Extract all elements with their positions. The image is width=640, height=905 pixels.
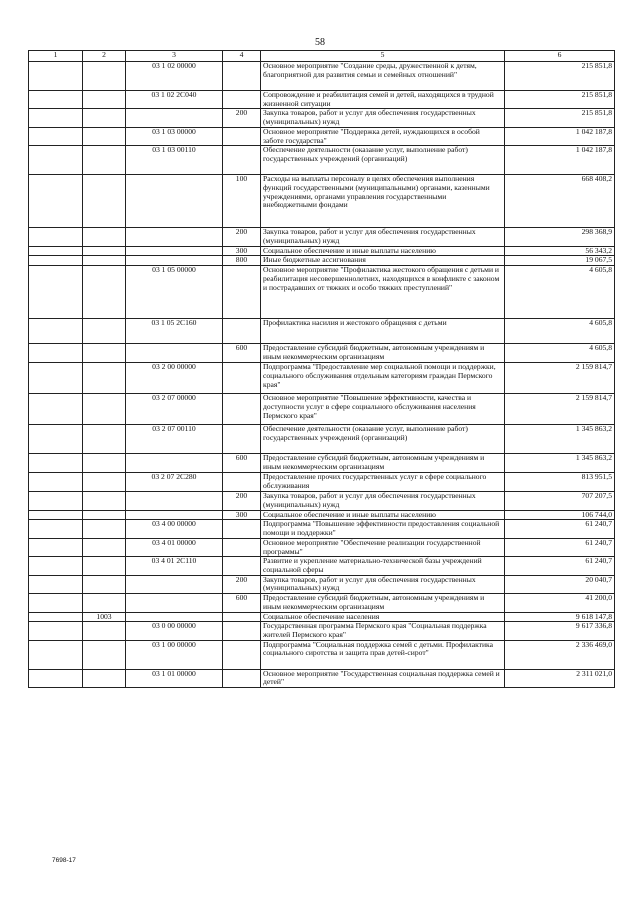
cell-c6: 9 617 336,8 bbox=[505, 622, 615, 640]
table-row bbox=[29, 246, 615, 256]
cell-c2 bbox=[83, 669, 126, 687]
cell-c6: 61 240,7 bbox=[505, 520, 615, 538]
cell-c2 bbox=[83, 363, 126, 394]
table-row bbox=[29, 594, 615, 612]
cell-c1 bbox=[29, 175, 83, 228]
cell-c6: 20 040,7 bbox=[505, 575, 615, 593]
page-number: 58 bbox=[315, 37, 325, 48]
cell-c5: Основное мероприятие "Повышение эффективности, качества и доступности услуг в сфере социального обслуживания населения Пермского края" bbox=[261, 394, 505, 425]
cell-c1 bbox=[29, 520, 83, 538]
cell-c6: 1 042 187,8 bbox=[505, 146, 615, 175]
cell-c6: 56 343,2 bbox=[505, 246, 615, 256]
cell-c2 bbox=[83, 344, 126, 363]
cell-c3 bbox=[126, 575, 223, 593]
cell-c6: 298 368,9 bbox=[505, 228, 615, 246]
cell-c4: 200 bbox=[223, 109, 261, 127]
cell-c1 bbox=[29, 256, 83, 266]
table-body bbox=[29, 62, 615, 688]
cell-c2 bbox=[83, 575, 126, 593]
cell-c2 bbox=[83, 256, 126, 266]
table-row bbox=[29, 557, 615, 575]
cell-c1 bbox=[29, 594, 83, 612]
cell-c6: 61 240,7 bbox=[505, 538, 615, 556]
cell-c4: 600 bbox=[223, 594, 261, 612]
cell-c3 bbox=[126, 109, 223, 127]
cell-c2 bbox=[83, 520, 126, 538]
cell-c5: Государственная программа Пермского края "Социальная поддержка жителей Пермского края" bbox=[261, 622, 505, 640]
cell-c5: Социальное обеспечение населения bbox=[261, 612, 505, 622]
table-row bbox=[29, 62, 615, 91]
cell-c2 bbox=[83, 622, 126, 640]
cell-c4 bbox=[223, 363, 261, 394]
cell-c6: 2 311 021,0 bbox=[505, 669, 615, 687]
cell-c4 bbox=[223, 127, 261, 145]
cell-c1 bbox=[29, 91, 83, 109]
cell-c2 bbox=[83, 91, 126, 109]
cell-c5: Подпрограмма "Социальная поддержка семей с детьми. Профилактика социального сиротства и защита прав детей-сирот" bbox=[261, 640, 505, 669]
cell-c5: Иные бюджетные ассигнования bbox=[261, 256, 505, 266]
cell-c3: 03 2 07 2С280 bbox=[126, 473, 223, 492]
cell-c1 bbox=[29, 454, 83, 473]
cell-c5: Закупка товаров, работ и услуг для обеспечения государственных (муниципальных) нужд bbox=[261, 492, 505, 510]
cell-c6: 2 159 814,7 bbox=[505, 363, 615, 394]
cell-c4: 200 bbox=[223, 228, 261, 246]
table-row bbox=[29, 669, 615, 687]
footer-code: 7698-17 bbox=[52, 857, 76, 864]
cell-c1 bbox=[29, 492, 83, 510]
table-row bbox=[29, 425, 615, 454]
cell-c4 bbox=[223, 62, 261, 91]
cell-c5: Обеспечение деятельности (оказание услуг, выполнение работ) государственных учреждений (организаций) bbox=[261, 425, 505, 454]
cell-c3 bbox=[126, 256, 223, 266]
cell-c6: 4 605,8 bbox=[505, 344, 615, 363]
cell-c3: 03 0 00 00000 bbox=[126, 622, 223, 640]
cell-c4 bbox=[223, 266, 261, 319]
cell-c5: Расходы на выплаты персоналу в целях обеспечения выполнения функций государственными (муниципальными) органами, казенными учреждениями, органами управления государственными внебюджетными фондами bbox=[261, 175, 505, 228]
cell-c2 bbox=[83, 557, 126, 575]
cell-c6: 9 618 147,8 bbox=[505, 612, 615, 622]
cell-c2 bbox=[83, 127, 126, 145]
table-row bbox=[29, 538, 615, 556]
table-row bbox=[29, 640, 615, 669]
cell-c3 bbox=[126, 246, 223, 256]
cell-c5: Социальное обеспечение и иные выплаты населению bbox=[261, 510, 505, 520]
cell-c4: 600 bbox=[223, 454, 261, 473]
header-col-3: 3 bbox=[126, 51, 223, 62]
cell-c1 bbox=[29, 127, 83, 145]
cell-c3: 03 1 00 00000 bbox=[126, 640, 223, 669]
cell-c2 bbox=[83, 266, 126, 319]
cell-c6: 1 042 187,8 bbox=[505, 127, 615, 145]
table-row bbox=[29, 175, 615, 228]
cell-c2 bbox=[83, 492, 126, 510]
cell-c5: Развитие и укрепление материально-технической базы учреждений социальной сферы bbox=[261, 557, 505, 575]
cell-c1 bbox=[29, 62, 83, 91]
cell-c3 bbox=[126, 454, 223, 473]
cell-c4 bbox=[223, 146, 261, 175]
header-col-5: 5 bbox=[261, 51, 505, 62]
table-row bbox=[29, 256, 615, 266]
cell-c2 bbox=[83, 246, 126, 256]
table-row bbox=[29, 575, 615, 593]
cell-c6: 215 851,8 bbox=[505, 62, 615, 91]
table-row bbox=[29, 266, 615, 319]
cell-c4: 800 bbox=[223, 256, 261, 266]
cell-c5: Социальное обеспечение и иные выплаты населению bbox=[261, 246, 505, 256]
cell-c5: Предоставление субсидий бюджетным, автономным учреждениям и иным некоммерческим организациям bbox=[261, 594, 505, 612]
cell-c1 bbox=[29, 228, 83, 246]
cell-c4 bbox=[223, 669, 261, 687]
cell-c1 bbox=[29, 319, 83, 344]
cell-c3: 03 1 01 00000 bbox=[126, 669, 223, 687]
cell-c5: Закупка товаров, работ и услуг для обеспечения государственных (муниципальных) нужд bbox=[261, 228, 505, 246]
cell-c1 bbox=[29, 612, 83, 622]
cell-c2 bbox=[83, 594, 126, 612]
header-col-6: 6 bbox=[505, 51, 615, 62]
cell-c2 bbox=[83, 109, 126, 127]
cell-c3 bbox=[126, 228, 223, 246]
cell-c4 bbox=[223, 473, 261, 492]
cell-c6: 215 851,8 bbox=[505, 109, 615, 127]
cell-c3: 03 1 05 00000 bbox=[126, 266, 223, 319]
cell-c6: 2 336 469,0 bbox=[505, 640, 615, 669]
table-row bbox=[29, 454, 615, 473]
cell-c4 bbox=[223, 612, 261, 622]
table-row bbox=[29, 228, 615, 246]
cell-c4 bbox=[223, 394, 261, 425]
cell-c6: 19 067,5 bbox=[505, 256, 615, 266]
cell-c3: 03 1 05 2С160 bbox=[126, 319, 223, 344]
cell-c2 bbox=[83, 454, 126, 473]
cell-c3 bbox=[126, 510, 223, 520]
cell-c5: Закупка товаров, работ и услуг для обеспечения государственных (муниципальных) нужд bbox=[261, 109, 505, 127]
table-row bbox=[29, 473, 615, 492]
cell-c3: 03 2 07 00110 bbox=[126, 425, 223, 454]
cell-c6: 1 345 863,2 bbox=[505, 454, 615, 473]
header-col-1: 1 bbox=[29, 51, 83, 62]
cell-c6: 106 744,0 bbox=[505, 510, 615, 520]
cell-c1 bbox=[29, 394, 83, 425]
cell-c3 bbox=[126, 612, 223, 622]
cell-c4: 600 bbox=[223, 344, 261, 363]
cell-c6: 2 159 814,7 bbox=[505, 394, 615, 425]
cell-c2 bbox=[83, 62, 126, 91]
cell-c3: 03 2 07 00000 bbox=[126, 394, 223, 425]
table-row bbox=[29, 109, 615, 127]
cell-c5: Предоставление прочих государственных услуг в сфере социального обслуживания bbox=[261, 473, 505, 492]
cell-c5: Предоставление субсидий бюджетным, автономным учреждениям и иным некоммерческим организациям bbox=[261, 454, 505, 473]
cell-c6: 61 240,7 bbox=[505, 557, 615, 575]
budget-table bbox=[28, 50, 615, 688]
cell-c5: Основное мероприятие "Обеспечение реализации государственной программы" bbox=[261, 538, 505, 556]
cell-c3: 03 1 03 00110 bbox=[126, 146, 223, 175]
cell-c3: 03 4 00 00000 bbox=[126, 520, 223, 538]
table-row bbox=[29, 492, 615, 510]
cell-c3: 03 2 00 00000 bbox=[126, 363, 223, 394]
cell-c3: 03 4 01 2С110 bbox=[126, 557, 223, 575]
cell-c2 bbox=[83, 228, 126, 246]
cell-c1 bbox=[29, 575, 83, 593]
cell-c1 bbox=[29, 510, 83, 520]
table-row bbox=[29, 510, 615, 520]
cell-c2 bbox=[83, 538, 126, 556]
cell-c1 bbox=[29, 622, 83, 640]
cell-c5: Профилактика насилия и жестокого обращения с детьми bbox=[261, 319, 505, 344]
cell-c2 bbox=[83, 319, 126, 344]
table-row bbox=[29, 363, 615, 394]
cell-c5: Основное мероприятие "Профилактика жестокого обращения с детьми и реабилитация несовершеннолетних, находящихся в конфликте с законом и пострадавших от тяжких и особо тяжких преступлений" bbox=[261, 266, 505, 319]
cell-c1 bbox=[29, 669, 83, 687]
cell-c4 bbox=[223, 622, 261, 640]
cell-c6: 4 605,8 bbox=[505, 319, 615, 344]
cell-c5: Сопровождение и реабилитация семей и детей, находящихся в трудной жизненной ситуации bbox=[261, 91, 505, 109]
header-row bbox=[29, 51, 615, 62]
table-row bbox=[29, 146, 615, 175]
cell-c1 bbox=[29, 538, 83, 556]
cell-c1 bbox=[29, 425, 83, 454]
cell-c4 bbox=[223, 538, 261, 556]
cell-c4 bbox=[223, 319, 261, 344]
cell-c6: 707 207,5 bbox=[505, 492, 615, 510]
cell-c3 bbox=[126, 175, 223, 228]
cell-c1 bbox=[29, 473, 83, 492]
cell-c1 bbox=[29, 246, 83, 256]
cell-c6: 4 605,8 bbox=[505, 266, 615, 319]
table-row bbox=[29, 622, 615, 640]
table-row bbox=[29, 344, 615, 363]
cell-c3 bbox=[126, 594, 223, 612]
cell-c1 bbox=[29, 146, 83, 175]
cell-c6: 41 200,0 bbox=[505, 594, 615, 612]
cell-c5: Основное мероприятие "Создание среды, дружественной к детям, благоприятной для развития семьи и семейных отношений" bbox=[261, 62, 505, 91]
cell-c1 bbox=[29, 640, 83, 669]
cell-c4 bbox=[223, 425, 261, 454]
cell-c3: 03 4 01 00000 bbox=[126, 538, 223, 556]
cell-c5: Основное мероприятие "Поддержка детей, нуждающихся в особой заботе государства" bbox=[261, 127, 505, 145]
cell-c5: Обеспечение деятельности (оказание услуг, выполнение работ) государственных учреждений (организаций) bbox=[261, 146, 505, 175]
cell-c4 bbox=[223, 640, 261, 669]
cell-c6: 813 951,5 bbox=[505, 473, 615, 492]
cell-c3 bbox=[126, 344, 223, 363]
cell-c1 bbox=[29, 266, 83, 319]
table-row bbox=[29, 127, 615, 145]
cell-c1 bbox=[29, 363, 83, 394]
table-row bbox=[29, 319, 615, 344]
table-row bbox=[29, 520, 615, 538]
cell-c2 bbox=[83, 640, 126, 669]
cell-c2: 1003 bbox=[83, 612, 126, 622]
cell-c2 bbox=[83, 394, 126, 425]
cell-c4 bbox=[223, 91, 261, 109]
table-row bbox=[29, 91, 615, 109]
cell-c5: Закупка товаров, работ и услуг для обеспечения государственных (муниципальных) нужд bbox=[261, 575, 505, 593]
cell-c4: 300 bbox=[223, 246, 261, 256]
cell-c4: 200 bbox=[223, 575, 261, 593]
table-row bbox=[29, 394, 615, 425]
cell-c1 bbox=[29, 109, 83, 127]
cell-c4 bbox=[223, 520, 261, 538]
cell-c2 bbox=[83, 473, 126, 492]
cell-c2 bbox=[83, 425, 126, 454]
cell-c6: 668 408,2 bbox=[505, 175, 615, 228]
cell-c2 bbox=[83, 510, 126, 520]
cell-c3: 03 1 02 2С040 bbox=[126, 91, 223, 109]
cell-c3: 03 1 02 00000 bbox=[126, 62, 223, 91]
cell-c4: 100 bbox=[223, 175, 261, 228]
cell-c4 bbox=[223, 557, 261, 575]
cell-c5: Предоставление субсидий бюджетным, автономным учреждениям и иным некоммерческим организациям bbox=[261, 344, 505, 363]
cell-c5: Основное мероприятие "Государственная социальная поддержка семей и детей" bbox=[261, 669, 505, 687]
header-col-2: 2 bbox=[83, 51, 126, 62]
cell-c1 bbox=[29, 344, 83, 363]
cell-c5: Подпрограмма "Повышение эффективности предоставления социальной помощи и поддержки" bbox=[261, 520, 505, 538]
cell-c3: 03 1 03 00000 bbox=[126, 127, 223, 145]
table-row bbox=[29, 612, 615, 622]
cell-c4: 300 bbox=[223, 510, 261, 520]
cell-c2 bbox=[83, 175, 126, 228]
cell-c6: 215 851,8 bbox=[505, 91, 615, 109]
cell-c4: 200 bbox=[223, 492, 261, 510]
cell-c3 bbox=[126, 492, 223, 510]
cell-c5: Подпрограмма "Предоставление мер социальной помощи и поддержки, социального обслуживания отдельным категориям граждан Пермского края" bbox=[261, 363, 505, 394]
cell-c2 bbox=[83, 146, 126, 175]
cell-c1 bbox=[29, 557, 83, 575]
header-col-4: 4 bbox=[223, 51, 261, 62]
cell-c6: 1 345 863,2 bbox=[505, 425, 615, 454]
